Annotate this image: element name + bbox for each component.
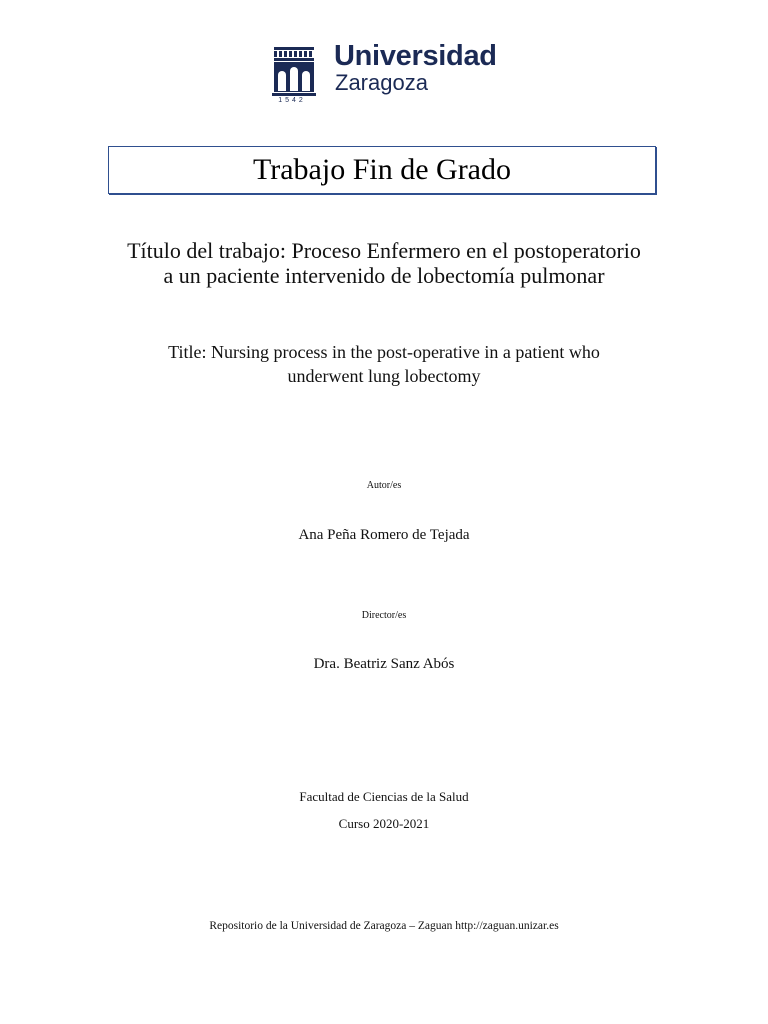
title-box: [108, 146, 656, 194]
academic-course: Curso 2020-2021: [338, 816, 430, 831]
logo-city-name: Zaragoza: [335, 70, 428, 95]
spanish-title-line-2: a un paciente intervenido de lobectomía pulmonar: [163, 263, 605, 288]
spanish-title-line-1: Título del trabajo: Proceso Enfermero en el postoperatorio: [127, 238, 641, 263]
english-title-line-2: underwent lung lobectomy: [287, 366, 481, 386]
spanish-title: [0, 238, 768, 288]
author-name: Ana Peña Romero de Tejada: [298, 527, 470, 543]
logo-university-name: Universidad: [334, 40, 497, 72]
founding-year: 1542: [278, 97, 306, 104]
english-title-line-1: Title: Nursing process in the post-operative in a patient who: [168, 342, 600, 362]
faculty-name: Facultad de Ciencias de la Salud: [299, 789, 469, 804]
english-title: [0, 340, 768, 388]
repository-footer: Repositorio de la Universidad de Zaragoza – Zaguan http://zaguan.unizar.es: [209, 920, 559, 932]
university-logo: [272, 42, 512, 110]
document-type-title: Trabajo Fin de Grado: [252, 153, 512, 186]
author-label: Autor/es: [366, 480, 402, 491]
director-name: Dra. Beatriz Sanz Abós: [313, 656, 455, 672]
director-label: Director/es: [361, 610, 407, 621]
